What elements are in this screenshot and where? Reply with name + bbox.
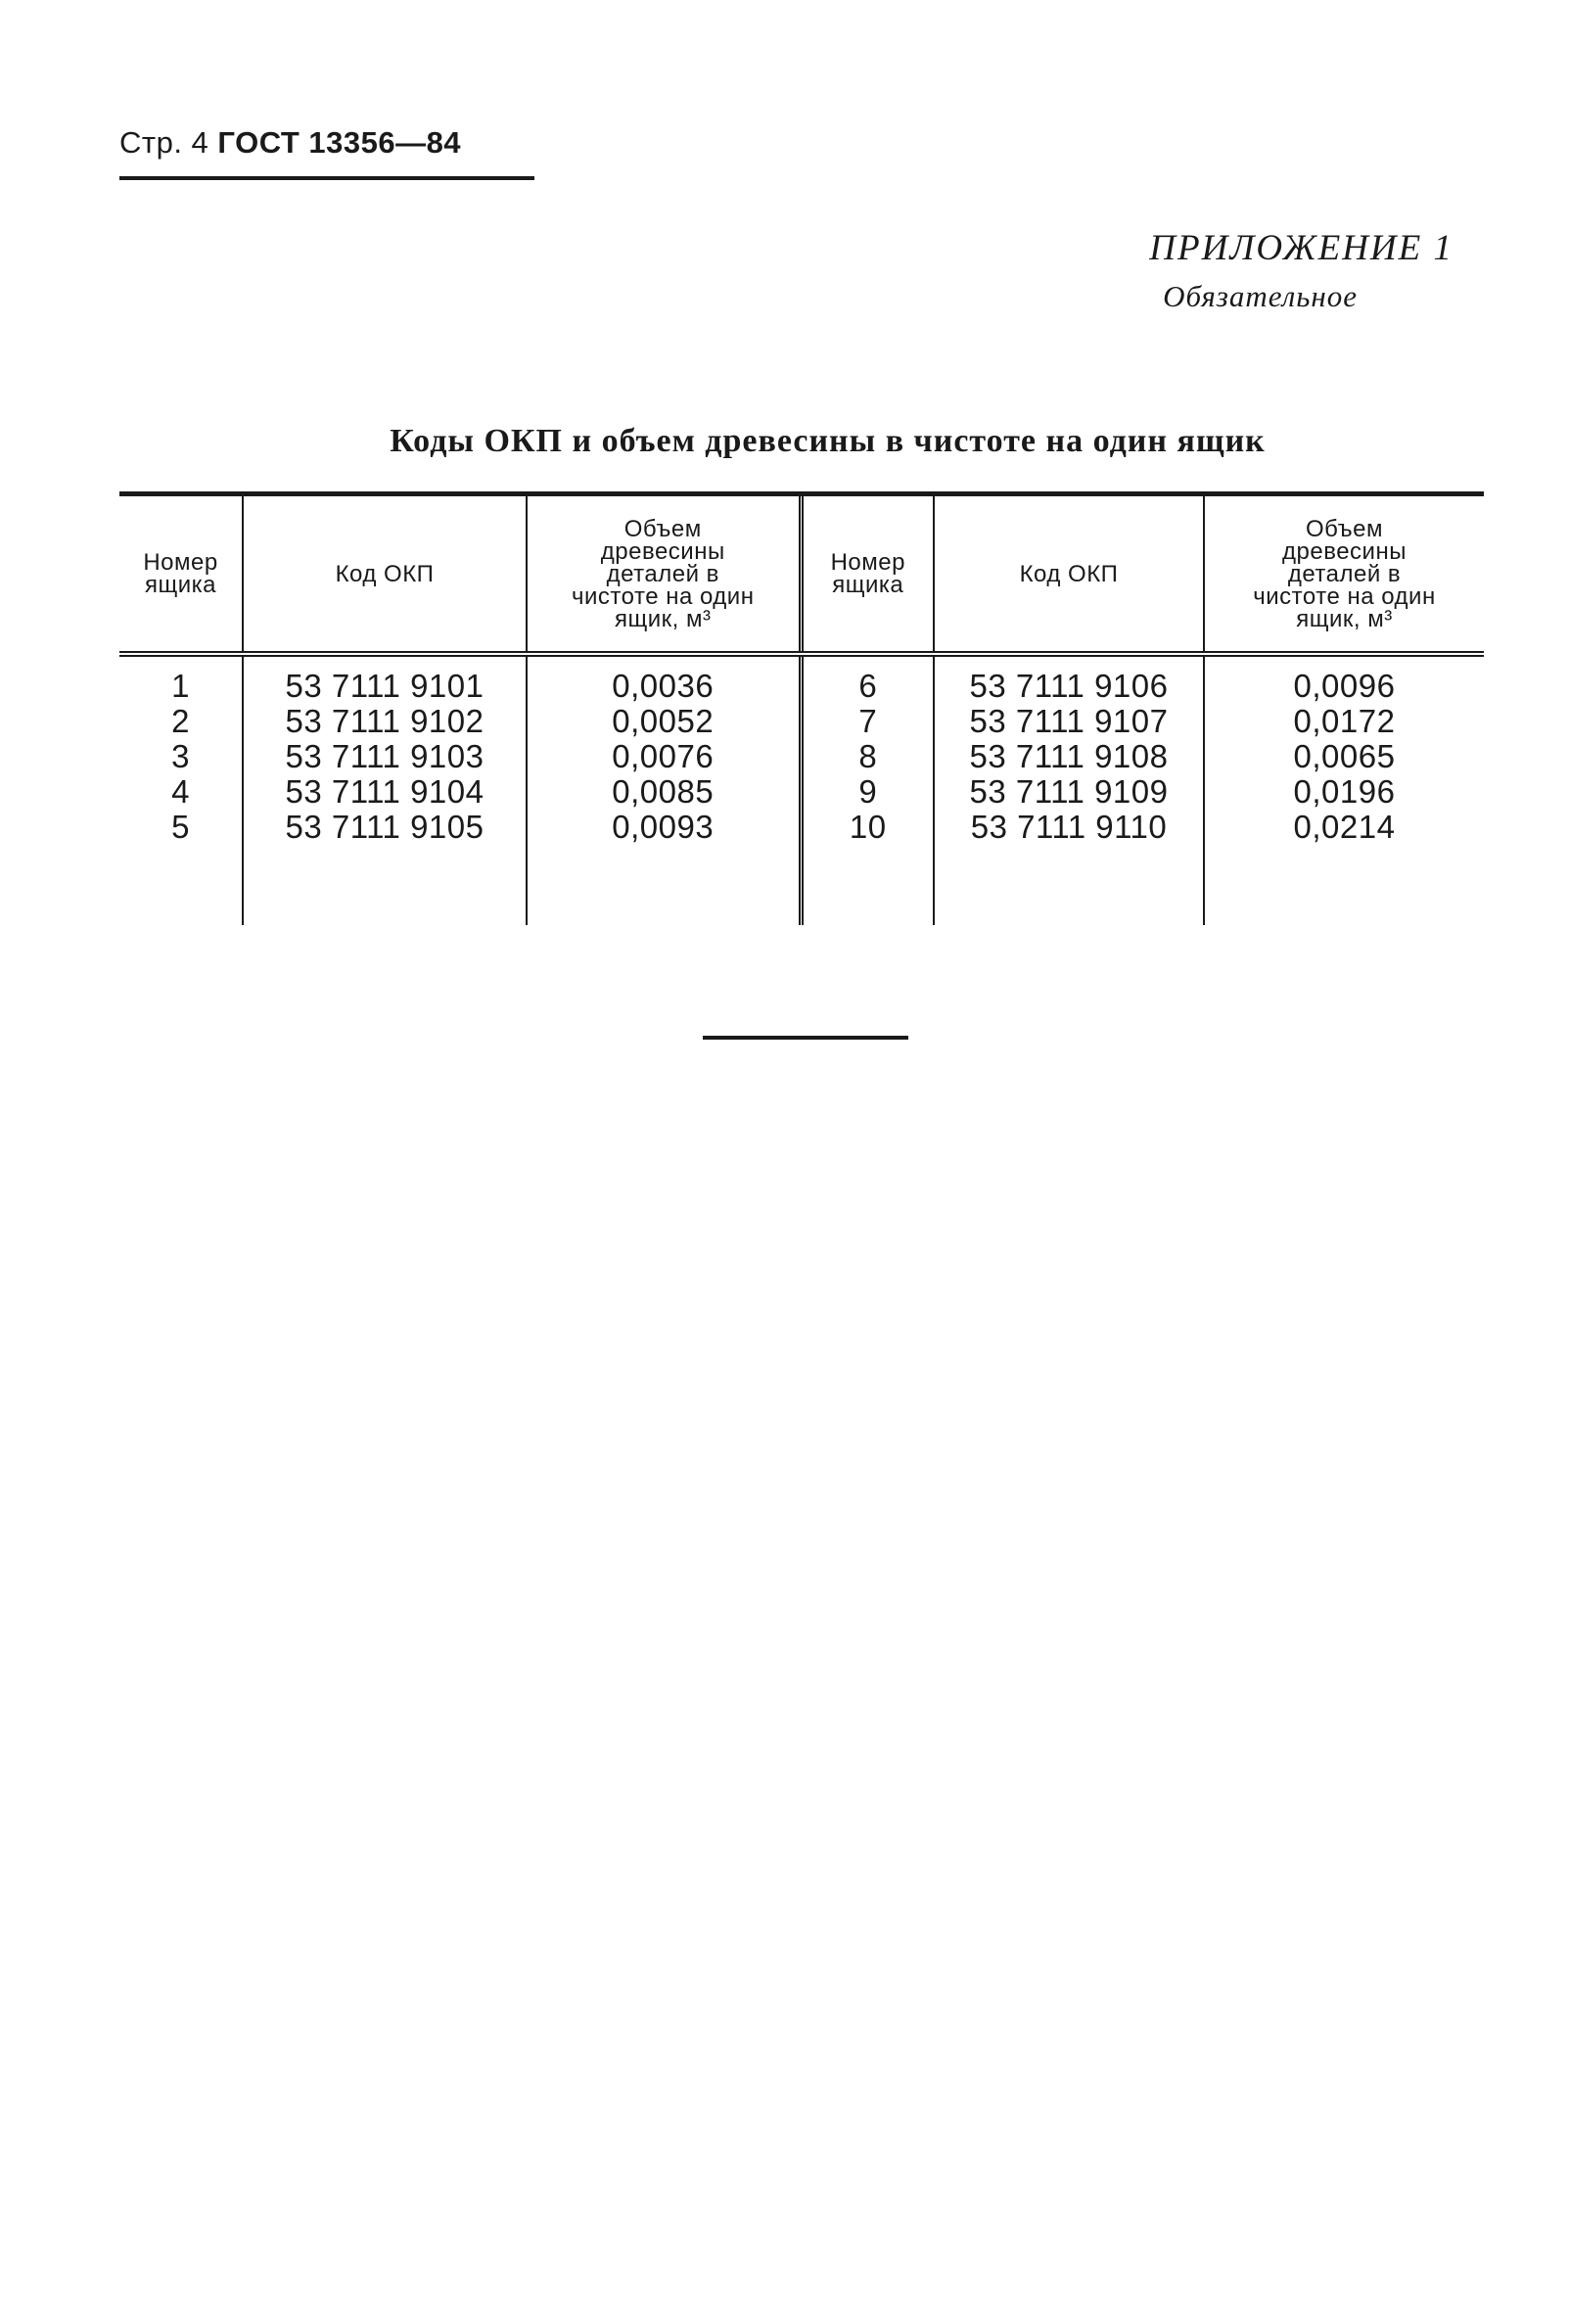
header-wood-volume: Объем древесины деталей в чистоте на один ящик, м³ bbox=[527, 496, 801, 654]
box-number: 2 bbox=[171, 703, 190, 739]
okp-table-container bbox=[119, 491, 1484, 925]
table-body-row bbox=[119, 654, 1484, 925]
box-number: 9 bbox=[858, 773, 878, 810]
okp-code: 53 7111 9104 bbox=[285, 773, 485, 810]
header-box-number: Номер ящика bbox=[119, 496, 243, 654]
okp-code: 53 7111 9101 bbox=[285, 668, 485, 704]
box-number-cell-2 bbox=[801, 654, 934, 925]
appendix-subtitle: Обязательное bbox=[1163, 279, 1358, 313]
table-header-row bbox=[119, 496, 1484, 654]
wood-volume: 0,0093 bbox=[612, 809, 715, 845]
header-okp-code: Код ОКП bbox=[243, 496, 527, 654]
header-wood-volume-2: Объем древесины деталей в чистоте на один ящик, м³ bbox=[1204, 496, 1484, 654]
wood-volume: 0,0096 bbox=[1293, 668, 1396, 704]
wood-volume: 0,0076 bbox=[612, 738, 715, 774]
box-number: 4 bbox=[171, 773, 190, 810]
okp-code-cell bbox=[243, 654, 527, 925]
wood-volume-cell-2 bbox=[1204, 654, 1484, 925]
okp-table bbox=[119, 496, 1484, 925]
appendix-title: ПРИЛОЖЕНИЕ 1 bbox=[1149, 228, 1454, 268]
okp-code: 53 7111 9108 bbox=[969, 738, 1169, 774]
standard-number: ГОСТ 13356—84 bbox=[217, 125, 462, 160]
header-rule bbox=[119, 176, 534, 180]
page-header bbox=[119, 125, 461, 161]
wood-volume: 0,0196 bbox=[1293, 773, 1396, 810]
header-box-number-2: Номер ящика bbox=[801, 496, 934, 654]
wood-volume: 0,0085 bbox=[612, 773, 715, 810]
wood-volume: 0,0036 bbox=[612, 668, 715, 704]
wood-volume-cell bbox=[527, 654, 801, 925]
okp-code: 53 7111 9109 bbox=[969, 773, 1169, 810]
wood-volume: 0,0172 bbox=[1293, 703, 1396, 739]
okp-code: 53 7111 9102 bbox=[285, 703, 485, 739]
wood-volume: 0,0052 bbox=[612, 703, 715, 739]
header-okp-code-2: Код ОКП bbox=[934, 496, 1204, 654]
okp-code: 53 7111 9110 bbox=[970, 809, 1168, 845]
box-number-cell bbox=[119, 654, 243, 925]
end-rule bbox=[703, 1036, 908, 1040]
box-number: 7 bbox=[858, 703, 878, 739]
okp-code-cell-2 bbox=[934, 654, 1204, 925]
box-number: 3 bbox=[171, 738, 190, 774]
okp-code: 53 7111 9103 bbox=[285, 738, 485, 774]
box-number: 10 bbox=[849, 809, 887, 845]
table-title: Коды ОКП и объем древесины в чистоте на один ящик bbox=[390, 423, 1266, 459]
box-number: 1 bbox=[171, 668, 190, 704]
okp-code: 53 7111 9105 bbox=[285, 809, 485, 845]
box-number: 6 bbox=[858, 668, 878, 704]
okp-code: 53 7111 9106 bbox=[969, 668, 1169, 704]
okp-code: 53 7111 9107 bbox=[969, 703, 1169, 739]
box-number: 5 bbox=[171, 809, 190, 845]
box-number: 8 bbox=[858, 738, 878, 774]
wood-volume: 0,0214 bbox=[1293, 809, 1396, 845]
page-number: Стр. 4 bbox=[119, 125, 209, 160]
wood-volume: 0,0065 bbox=[1293, 738, 1396, 774]
